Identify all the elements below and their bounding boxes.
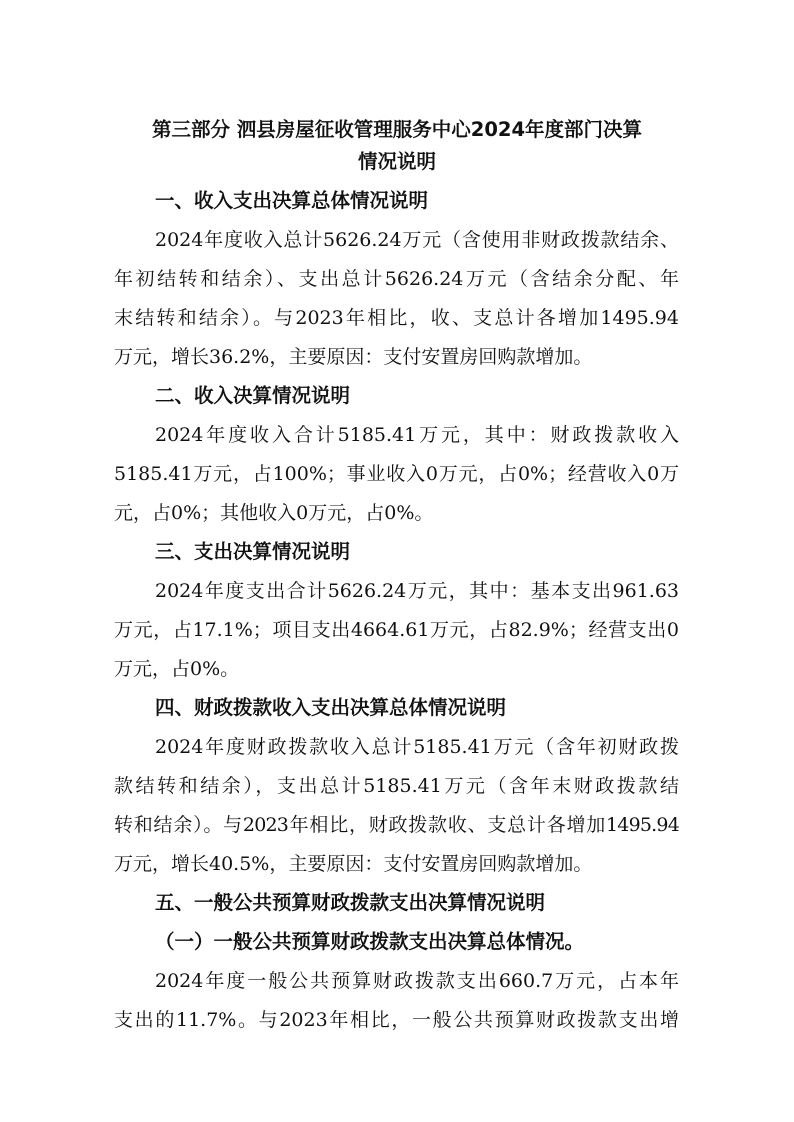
- section-1-heading: 一、收入支出决算总体情况说明: [155, 189, 429, 212]
- section-5-heading: 五、一般公共预算财政拨款支出决算情况说明: [155, 891, 546, 914]
- section-1-text-line: 年初结转和结余）、支出总计5626.24万元（含结余分配、年: [114, 268, 679, 290]
- section-1-text-line: 万元，增长36.2%，主要原因：支付安置房回购款增加。: [114, 346, 593, 368]
- section-5-text-line: 2024年度一般公共预算财政拨款支出660.7万元，占本年: [155, 970, 679, 992]
- section-3-heading: 三、支出决算情况说明: [155, 540, 351, 563]
- section-1-text-line: 末结转和结余）。与2023年相比，收、支总计各增加1495.94: [114, 307, 679, 329]
- document-title-line-2: 情况说明: [357, 150, 436, 173]
- section-5-subheading: （一）一般公共预算财政拨款支出决算总体情况。: [155, 930, 585, 953]
- section-4-heading: 四、财政拨款收入支出决算总体情况说明: [155, 696, 507, 719]
- section-2-heading: 二、收入决算情况说明: [155, 384, 351, 407]
- section-1-text-line: 2024年度收入总计5626.24万元（含使用非财政拨款结余、: [155, 229, 679, 251]
- section-3-text-line: 2024年度支出合计5626.24万元，其中：基本支出961.63: [155, 580, 679, 602]
- section-4-text-line: 款结转和结余），支出总计5185.41万元（含年末财政拨款结: [114, 775, 679, 797]
- section-4-text-line: 万元，增长40.5%，主要原因：支付安置房回购款增加。: [114, 853, 593, 875]
- section-5-text-line: 支出的11.7%。与2023年相比，一般公共预算财政拨款支出增: [114, 1009, 679, 1031]
- section-3-text-line: 万元，占17.1%；项目支出4664.61万元，占82.9%；经营支出0: [114, 619, 679, 641]
- section-2-text-line: 元，占0%；其他收入0万元，占0%。: [114, 502, 434, 524]
- section-2-text-line: 2024年度收入合计5185.41万元，其中：财政拨款收入: [155, 424, 679, 446]
- section-3-text-line: 万元，占0%。: [114, 658, 240, 680]
- section-2-text-line: 5185.41万元，占100%；事业收入0万元，占0%；经营收入0万: [114, 463, 679, 485]
- document-title-line-1: 第三部分 泗县房屋征收管理服务中心2024年度部门决算: [151, 118, 643, 141]
- section-4-text-line: 2024年度财政拨款收入总计5185.41万元（含年初财政拨: [155, 736, 679, 758]
- section-4-text-line: 转和结余）。与2023年相比，财政拨款收、支总计各增加1495.94: [114, 814, 679, 836]
